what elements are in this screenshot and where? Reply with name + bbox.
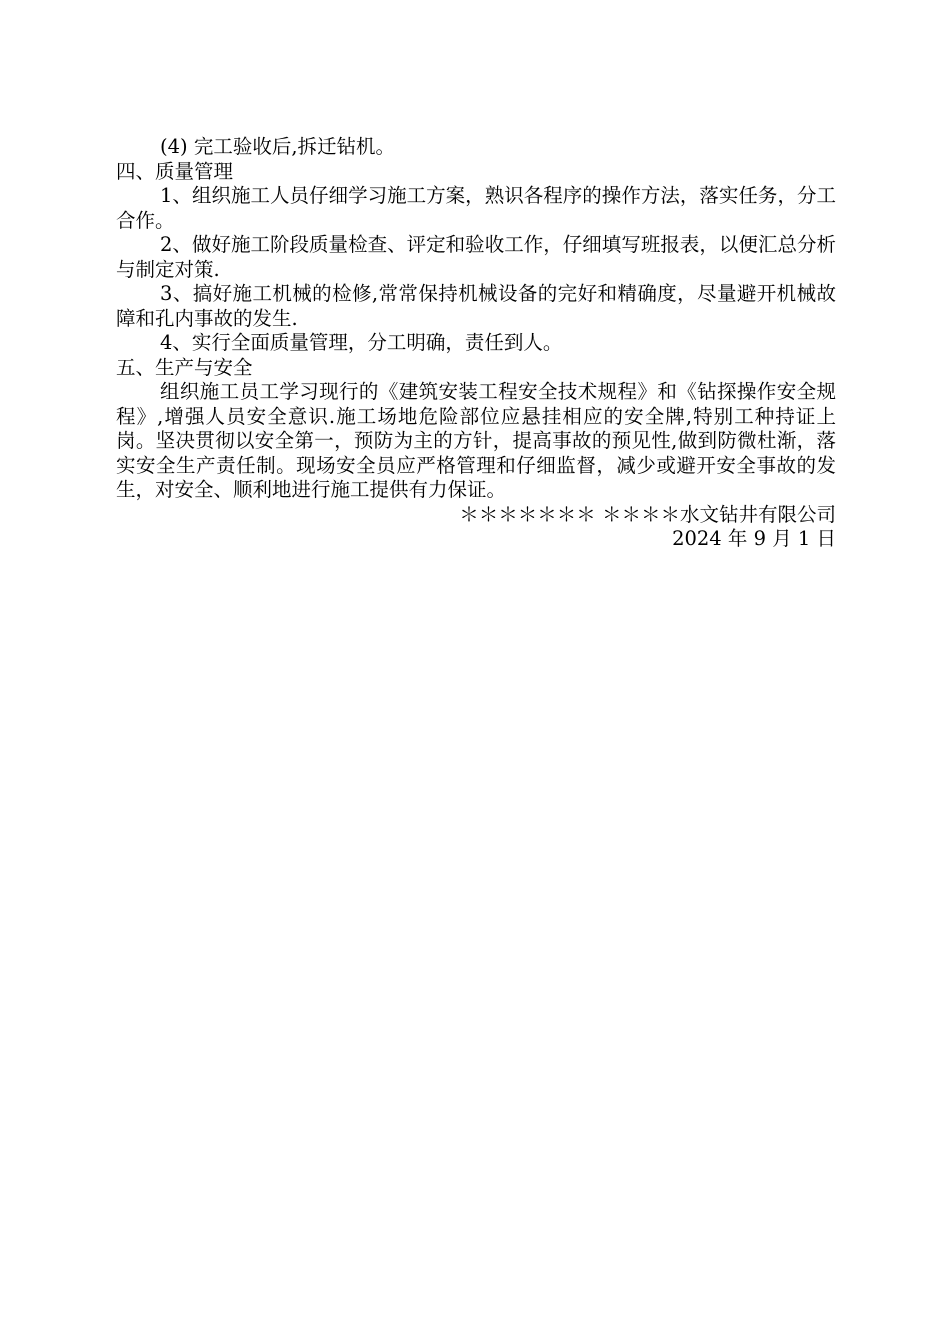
signature-company: ＊＊＊＊＊＊＊ ＊＊＊＊水文钻井有限公司 bbox=[459, 502, 836, 526]
section-heading-safety: 五、生产与安全 bbox=[116, 355, 253, 379]
paragraph-quality-4: 4、实行全面质量管理，分工明确，责任到人。 bbox=[160, 331, 563, 354]
document-body bbox=[116, 135, 836, 552]
paragraph-dismantle-rig: (4) 完工验收后,拆迁钻机。 bbox=[160, 135, 396, 158]
paragraph-safety: 组织施工员工学习现行的《建筑安装工程安全技术规程》和《钻探操作安全规程》,增强人员安全意识.施工场地危险部位应悬挂相应的安全牌,特别工种持证上岗。坚决贯彻以安全第一，预防为主的方针，提高事故的预见性,做到防微杜渐，落实安全生产责任制。现场安全员应严格管理和仔细监督，减少或避开安全事故的发生，对安全、顺利地进行施工提供有力保证。 bbox=[116, 380, 836, 501]
paragraph-quality-2: 2、做好施工阶段质量检查、评定和验收工作，仔细填写班报表，以便汇总分析与制定对策. bbox=[116, 233, 836, 281]
paragraph-quality-3: 3、搞好施工机械的检修,常常保持机械设备的完好和精确度，尽量避开机械故障和孔内事故的发生. bbox=[116, 282, 836, 330]
section-heading-quality: 四、质量管理 bbox=[116, 159, 234, 183]
signature-date: 2024 年 9 月 1 日 bbox=[672, 527, 836, 550]
paragraph-quality-1: 1、组织施工人员仔细学习施工方案，熟识各程序的操作方法，落实任务，分工合作。 bbox=[116, 184, 836, 232]
